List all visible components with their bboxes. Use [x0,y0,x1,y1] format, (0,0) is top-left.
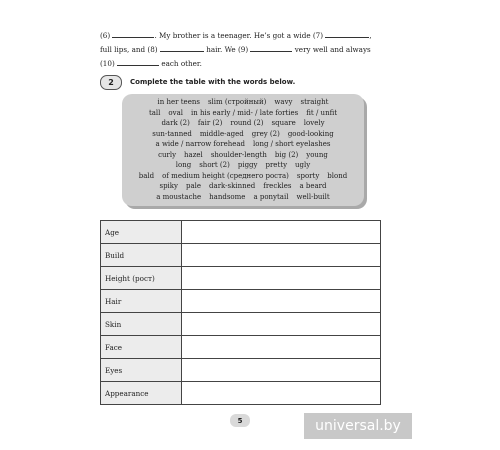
word-row [122,172,364,180]
word-item: in his early / mid- / late forties [191,108,299,117]
line-text: (10) [100,59,115,68]
word-item: a moustache [156,192,202,201]
word-row [122,151,364,159]
word-item: ugly [295,161,311,169]
word-item: a wide / narrow forehead [155,140,246,148]
line-text: very well and always [294,45,371,54]
row-label: Height (рост) [101,267,182,290]
word-item: bald [138,171,155,180]
word-item: big (2) [274,150,299,159]
description-table [100,220,381,405]
word-item: wavy [274,98,293,106]
answer-blank-10[interactable] [117,58,159,66]
answer-blank-9[interactable] [250,44,292,52]
word-item: spiky [159,182,178,190]
word-item: tall [148,108,161,117]
exercise-heading [100,74,295,90]
exercise-number-badge: 2 [100,75,122,90]
line-text: hair. We (9) [206,45,249,54]
word-item: hazel [184,150,203,159]
exercise-title: Complete the table with the words below. [130,78,296,86]
word-row [122,140,364,148]
line-text: full lips, and (8) [100,45,158,54]
word-item: lovely [303,119,325,127]
row-label: Build [101,244,182,267]
word-item: dark-skinned [209,182,256,190]
word-row [122,130,364,138]
word-item: square [271,119,296,127]
text-line-3 [100,58,390,68]
word-item: a beard [299,182,327,190]
word-box [122,94,364,206]
table-row [101,290,381,313]
answer-cell[interactable] [182,221,381,244]
answer-cell[interactable] [182,267,381,290]
answer-blank-8[interactable] [160,44,204,52]
answer-blank-7[interactable] [325,30,372,40]
page-number: 5 [230,414,250,427]
word-item: sun-tanned [152,129,192,138]
word-item: sporty [296,171,320,180]
answer-cell[interactable] [182,313,381,336]
line-text: , [369,31,372,40]
row-label: Skin [101,313,182,336]
word-item: long / short eyelashes [253,140,331,148]
row-label: Hair [101,290,182,313]
table-row [101,267,381,290]
answer-cell[interactable] [182,244,381,267]
row-label: Age [101,221,182,244]
word-row [122,193,364,201]
word-item: pretty [265,161,288,169]
table-row [101,313,381,336]
answer-cell[interactable] [182,336,381,359]
word-row [122,98,364,106]
word-row [122,161,364,169]
row-label: Face [101,336,182,359]
word-item: long [175,161,192,169]
word-item: young [306,150,328,159]
word-item: fit / unfit [306,108,338,117]
word-row [122,109,364,117]
table-row [101,359,381,382]
line-text: each other. [161,59,202,68]
row-label: Appearance [101,382,182,405]
table-row [101,221,381,244]
word-item: piggy [237,161,258,169]
word-item: short (2) [199,161,230,169]
row-label: Eyes [101,359,182,382]
line-text: . My brother is a teenager. He’s got a wide (7) [154,31,324,40]
word-item: middle-aged [199,129,244,138]
word-item: in her teens [157,98,200,106]
table-row [101,382,381,405]
word-item: grey (2) [251,129,280,138]
word-row [122,119,364,127]
table-row [101,244,381,267]
word-item: handsome [209,192,246,201]
word-item: curly [158,150,177,159]
answer-cell[interactable] [182,359,381,382]
word-item: well-built [296,192,330,201]
word-item: round (2) [230,119,264,127]
answer-cell[interactable] [182,382,381,405]
line-text: (6) [100,31,111,40]
word-item: of medium height (среднего роста) [162,171,289,180]
text-line-2 [100,44,390,54]
table-row [101,336,381,359]
word-item: slim (стройный) [207,98,267,106]
word-item: straight [300,98,329,106]
watermark-logo: universal.by [304,413,412,439]
text-line-1 [100,30,390,40]
word-item: oval [168,108,183,117]
word-item: pale [186,182,202,190]
answer-cell[interactable] [182,290,381,313]
word-item: a ponytail [253,192,289,201]
word-row [122,182,364,190]
word-item: freckles [263,182,292,190]
word-item: shoulder-length [210,150,267,159]
word-item: fair (2) [197,119,223,127]
answer-blank-6[interactable] [112,30,154,38]
word-item: blond [327,171,348,180]
word-item: good-looking [287,129,334,138]
word-item: dark (2) [161,119,190,127]
